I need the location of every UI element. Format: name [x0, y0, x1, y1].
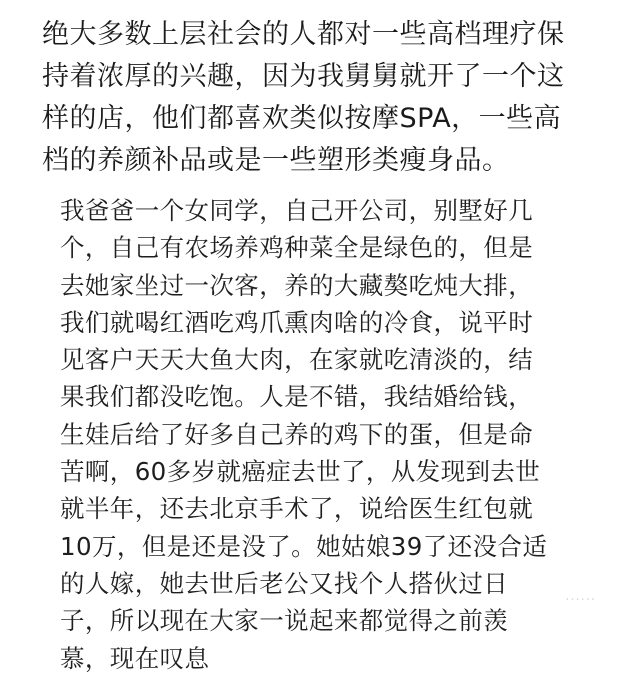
quote-line: 就半年，还去北京手术了，说给医生红包就 [60, 494, 534, 524]
quote-line: 个，自己有农场养鸡种菜全是绿色的，但是 [60, 233, 534, 263]
intro-line: 绝大多数上层社会的人都对一些高档理疗保 [42, 19, 565, 50]
quote-line: 子，所以现在大家一说起来都觉得之前羡 [60, 606, 509, 636]
quote-line: 生娃后给了好多自己养的鸡下的蛋，但是命 [60, 419, 534, 449]
intro-line: 样的店，他们都喜欢类似按摩SPA，一些高 [42, 103, 562, 134]
watermark: ······ [565, 593, 596, 608]
intro-line: 持着浓厚的兴趣，因为我舅舅就开了一个这 [42, 61, 565, 92]
quote-line: 我们就喝红酒吃鸡爪熏肉啥的冷食，说平时 [60, 307, 534, 337]
quote-line: 慕，现在叹息 [60, 643, 210, 673]
quote-line: 见客户天天大鱼大肉，在家就吃清淡的，结 [60, 345, 534, 375]
quote-line: 我爸爸一个女同学，自己开公司，别墅好几 [60, 196, 534, 225]
intro-line: 档的养颜补品或是一些塑形类瘦身品。 [42, 145, 510, 176]
quote-line: 果我们都没吃饱。人是不错，我结婚给钱， [60, 382, 534, 412]
quote-line: 苦啊，60多岁就癌症去世了，从发现到去世 [60, 457, 541, 487]
quote-line: 的人嫁，她去世后老公又找个人搭伙过日 [60, 568, 509, 598]
quote-line: 去她家坐过一次客，养的大藏獒吃炖大排， [60, 270, 534, 300]
quote-line: 10万，但是还是没了。她姑娘39了还没合适 [60, 531, 548, 561]
intro-paragraph [42, 14, 612, 182]
quoted-comment [60, 192, 620, 677]
